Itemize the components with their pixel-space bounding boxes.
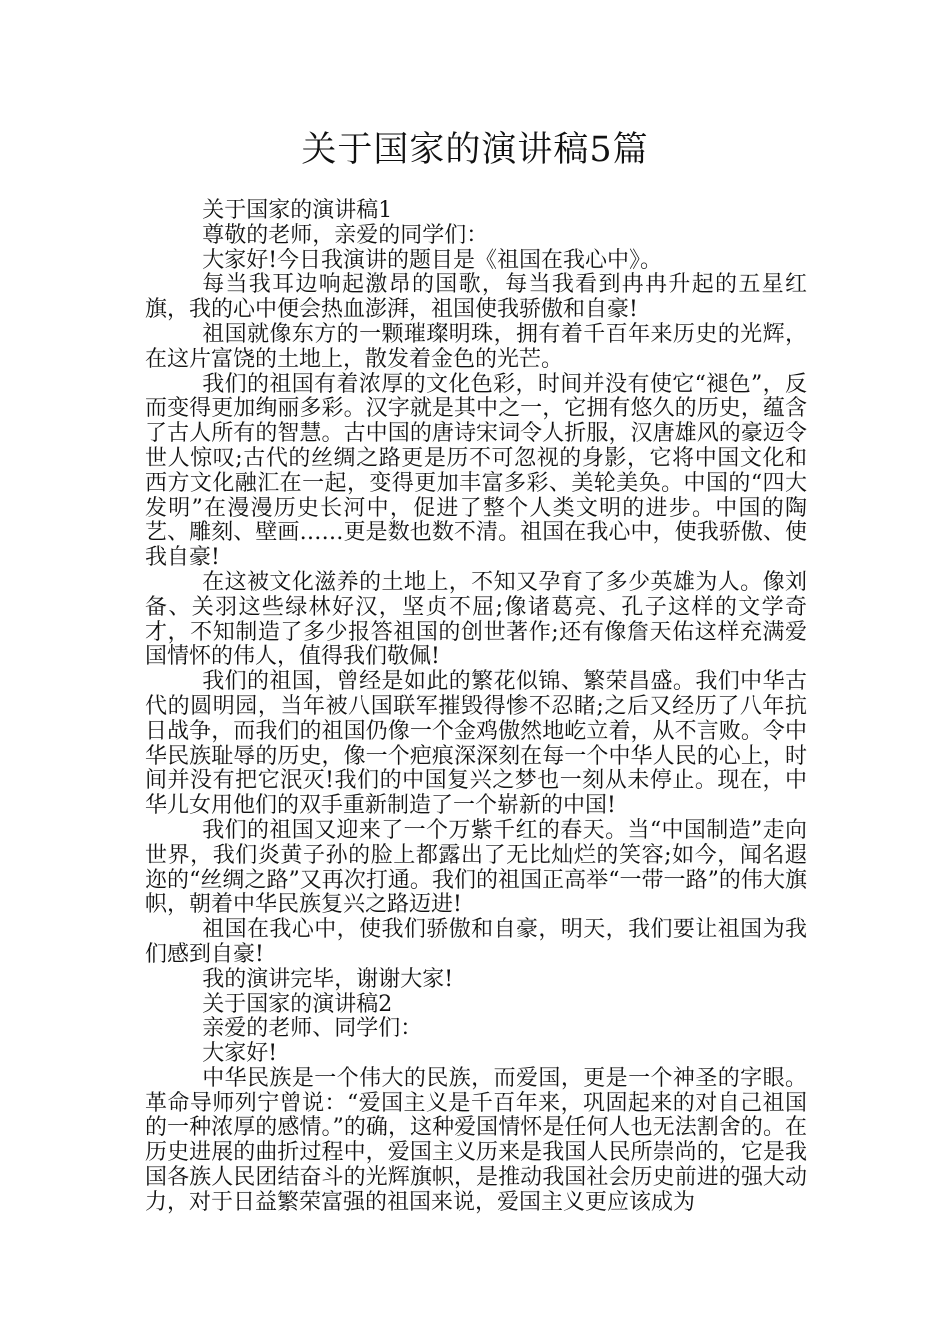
document-body bbox=[145, 199, 807, 1216]
paragraph: 关于国家的演讲稿2 bbox=[202, 991, 393, 1017]
paragraph: 大家好! bbox=[202, 1041, 278, 1067]
paragraph: 我的演讲完毕，谢谢大家! bbox=[202, 966, 454, 992]
paragraph: 祖国在我心中，使我们骄傲和自豪，明天，我们要让祖国为我们感到自豪! bbox=[145, 917, 807, 967]
paragraph: 我们的祖国又迎来了一个万紫千红的春天。当“中国制造”走向世界，我们炎黄子孙的脸上都露出了无比灿烂的笑容;如今，闻名遐迩的“丝绸之路”又再次打通。我们的祖国正高举“一带一路”的伟大旗帜，朝着中华民族复兴之路迈进! bbox=[145, 817, 807, 918]
paragraph: 大家好!今日我演讲的题目是《祖国在我心中》。 bbox=[202, 247, 663, 273]
paragraph: 亲爱的老师、同学们： bbox=[202, 1016, 423, 1042]
document-title: 关于国家的演讲稿5篇 bbox=[301, 130, 649, 170]
paragraph: 在这被文化滋养的土地上，不知又孕育了多少英雄为人。像刘备、关羽这些绿林好汉，坚贞不屈;像诸葛亮、孔子这样的文学奇才，不知制造了多少报答祖国的创世著作;还有像詹天佑这样充满爱国情怀的伟人，值得我们敬佩! bbox=[145, 569, 807, 670]
paragraph: 尊敬的老师，亲爱的同学们： bbox=[202, 222, 489, 248]
paragraph: 祖国就像东方的一颗璀璨明珠，拥有着千百年来历史的光辉，在这片富饶的土地上，散发着金色的光芒。 bbox=[145, 321, 807, 372]
paragraph: 我们的祖国，曾经是如此的繁花似锦、繁荣昌盛。我们中华古代的圆明园，当年被八国联军摧毁得惨不忍睹;之后又经历了八年抗日战争，而我们的祖国仍像一个金鸡傲然地屹立着，从不言败。令中华民族耻辱的历史，像一个疤痕深深刻在每一个中华人民的心上，时间并没有把它泯灭!我们的中国复兴之梦也一刻从未停止。现在，中华儿女用他们的双手重新制造了一个崭新的中国! bbox=[145, 669, 807, 819]
paragraph: 每当我耳边响起激昂的国歌，每当我看到冉冉升起的五星红旗，我的心中便会热血澎湃，祖国使我骄傲和自豪! bbox=[145, 272, 807, 323]
paragraph: 我们的祖国有着浓厚的文化色彩，时间并没有使它“褪色”，反而变得更加绚丽多彩。汉字就是其中之一，它拥有悠久的历史，蕴含了古人所有的智慧。古中国的唐诗宋词令人折服，汉唐雄风的豪迈令世人惊叹;古代的丝绸之路更是历不可忽视的身影，它将中国文化和西方文化融汇在一起，变得更加丰富多彩、美轮美奂。中国的“四大发明”在漫漫历史长河中，促进了整个人类文明的进步。中国的陶艺、雕刻、壁画……更是数也数不清。祖国在我心中，使我骄傲、使我自豪! bbox=[145, 371, 807, 571]
paragraph: 关于国家的演讲稿1 bbox=[202, 198, 393, 223]
paragraph: 中华民族是一个伟大的民族，而爱国，更是一个神圣的字眼。革命导师列宁曾说：“爱国主义是千百年来，巩固起来的对自己祖国的一种浓厚的感情。”的确，这种爱国情怀是任何人也无法割舍的。在历史进展的曲折过程中，爱国主义历来是我国人民所崇尚的，它是我国各族人民团结奋斗的光辉旗帜，是推动我国社会历史前进的强大动力，对于日益繁荣富强的祖国来说，爱国主义更应该成为 bbox=[145, 1065, 807, 1215]
